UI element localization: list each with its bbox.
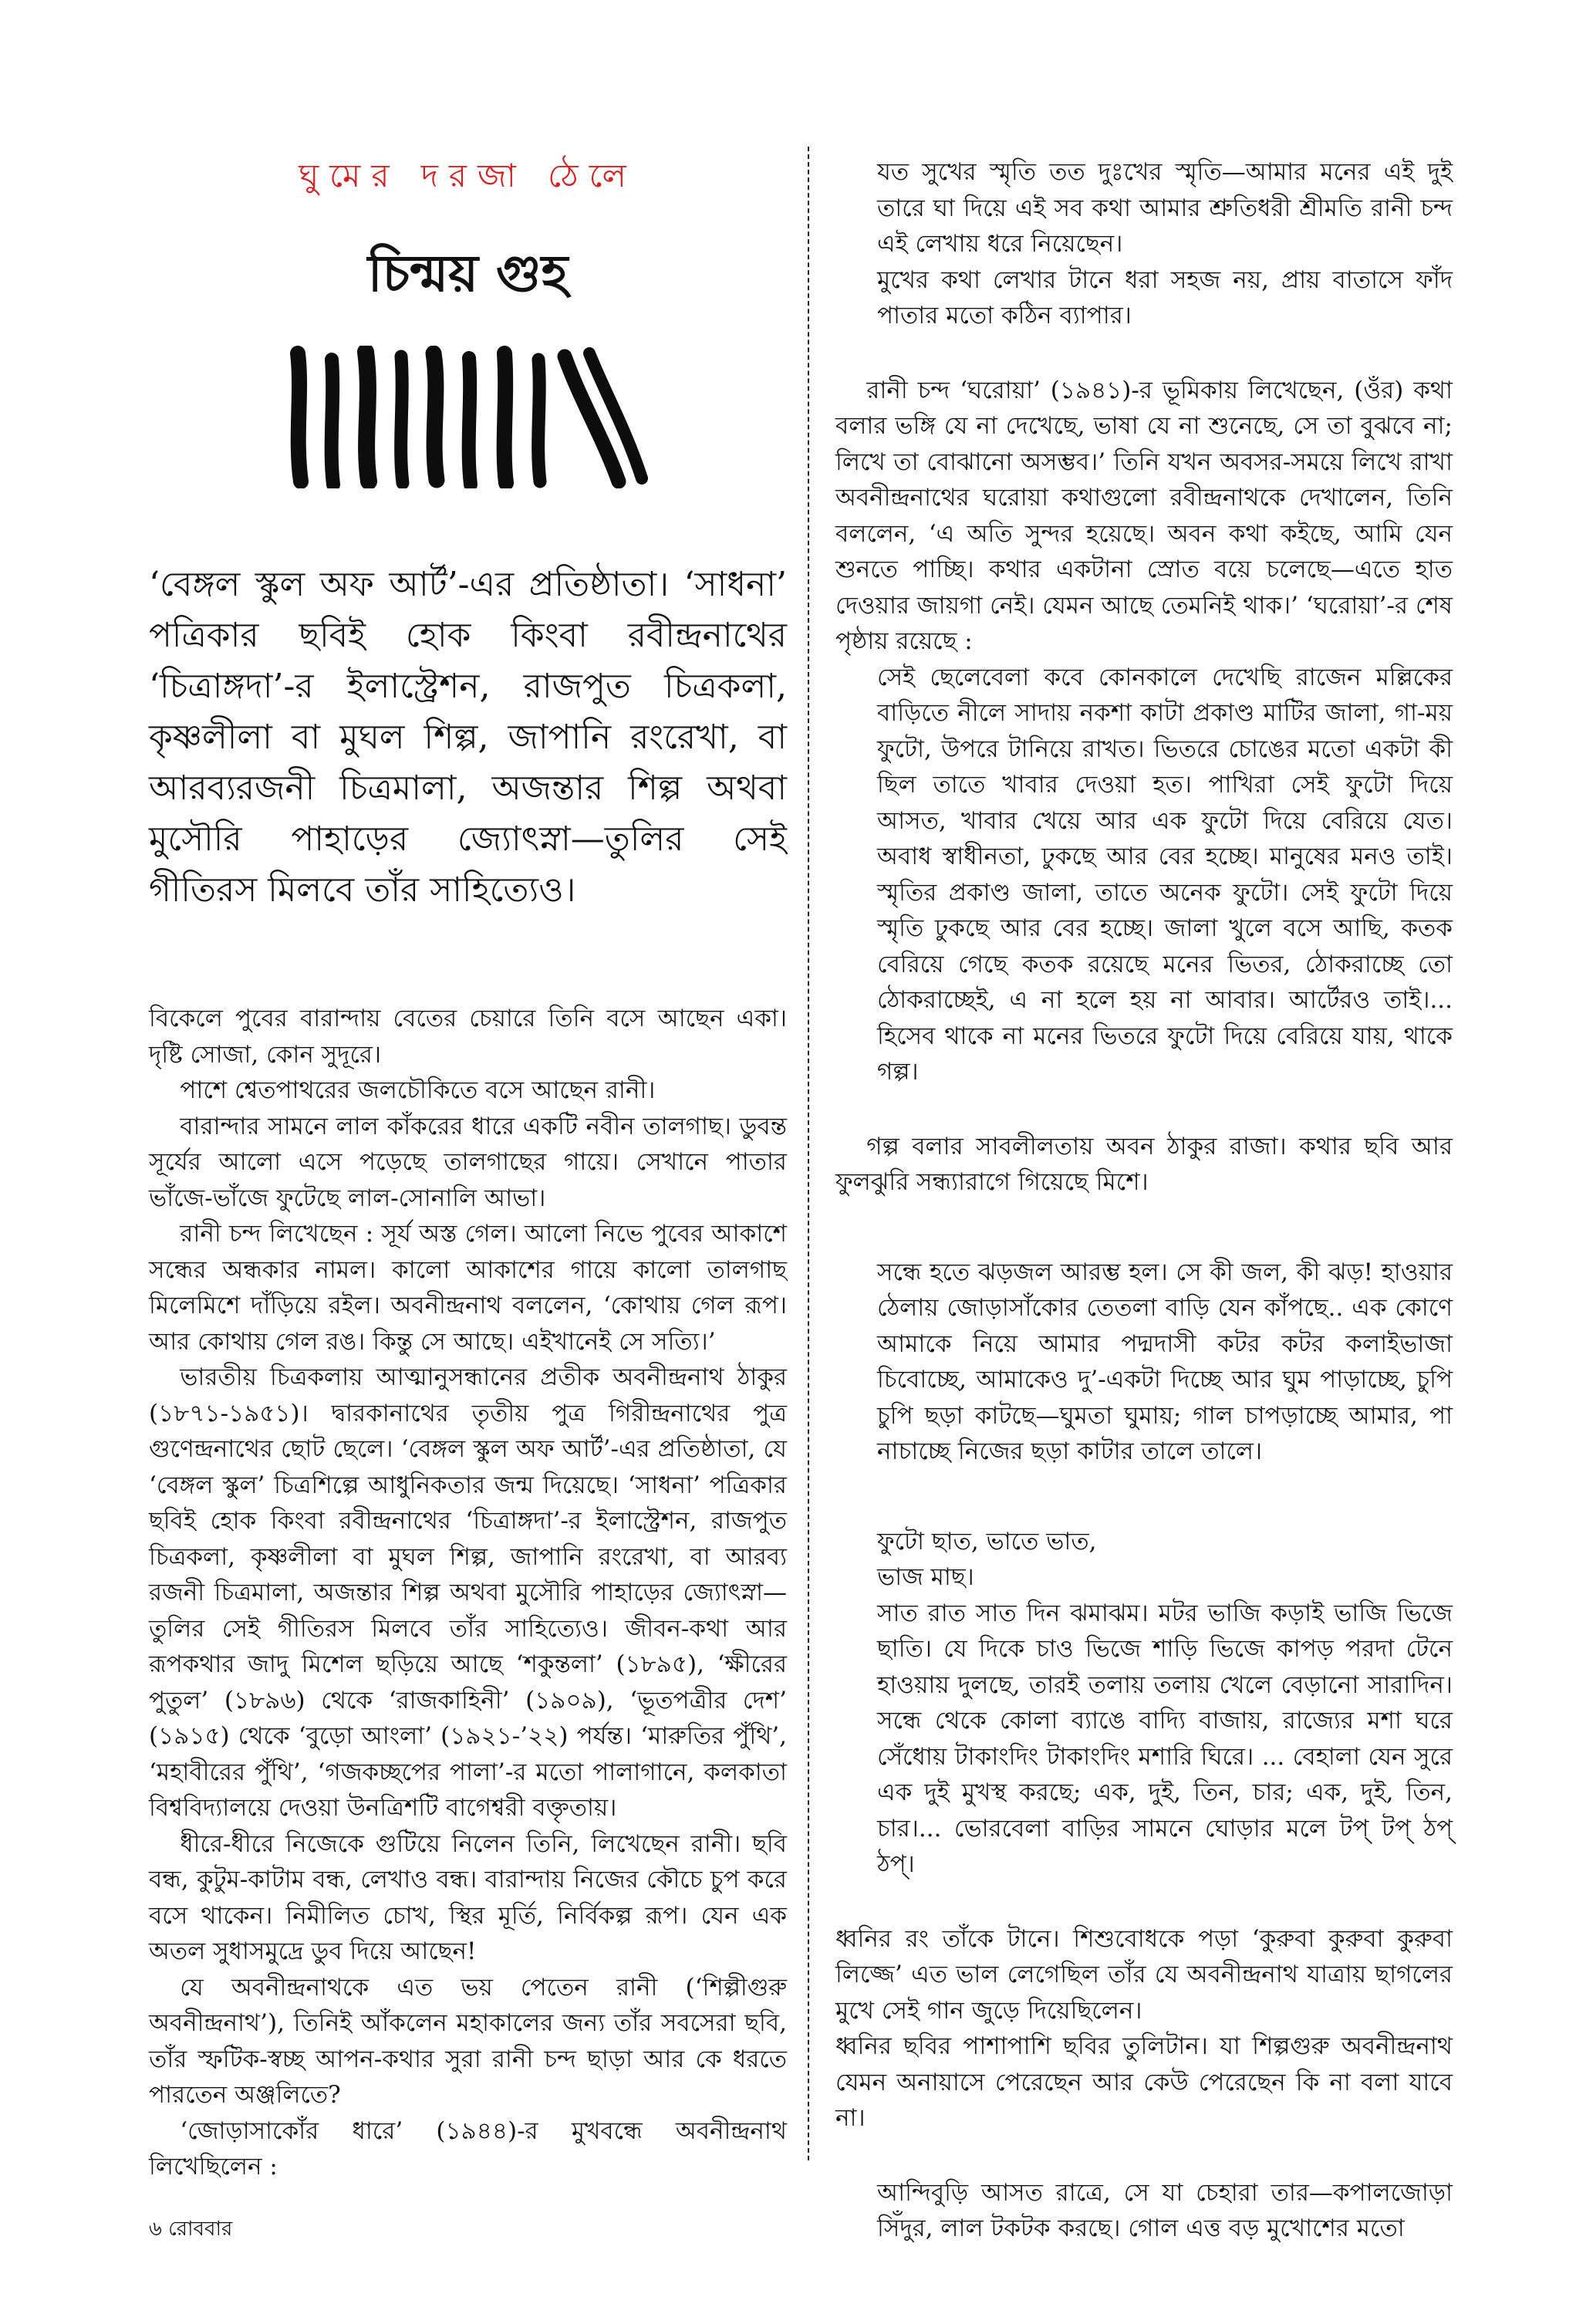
left-body-text xyxy=(149,1001,787,2185)
quote-line: মুখের কথা লেখার টানে ধরা সহজ নয়, প্রায় বাতাসে ফাঁদ পাতার মতো কঠিন ব্যাপার। xyxy=(877,265,1453,329)
quote-text: সেই ছেলেবেলা কবে কোনকালে দেখেছি রাজেন মল্লিকের বাড়িতে নীলে সাদায় নকশা কাটা প্রকাণ্ড মাটির জালা, গা-ময় ফুটো, উপরে টানিয়ে রাখত। ভিতরে চোঙের মতো একটা কী ছিল তাতে খাবার দেওয়া হত। পাখিরা সেই ফুটো দিয়ে আসত, খাবার খেয়ে আর এক ফুটো দিয়ে বেরিয়ে যেত। অবাধ স্বাধীনতা, ঢুকছে আর বের হচ্ছে। মানুষের মনও তাই। স্মৃতির প্রকাণ্ড জালা, তাতে অনেক ফুটো। সেই ফুটো দিয়ে স্মৃতি ঢুকছে আর বের হচ্ছে। জালা খুলে বসে আছি, কতক বেরিয়ে গেছে কতক রয়েছে মনের ভিতর, ঠোকরাচ্ছে তো ঠোকরাচ্ছেই, এ না হলে হয় না আবার। আর্টেরও তাই।... হিসেব থাকে না মনের ভিতরে ফুটো দিয়ে বেরিয়ে যায়, থাকে গল্প। xyxy=(877,663,1453,1086)
paragraph: বিকেলে পুবের বারান্দায় বেতের চেয়ারে তিনি বসে আছেন একা। দৃষ্টি সোজা, কোন সুদূরে। xyxy=(149,1005,787,1069)
paragraph: রানী চন্দ ‘ঘরোয়া’ (১৯৪১)-র ভূমিকায় লিখেছেন, (ওঁর) কথা বলার ভঙ্গি যে না দেখেছে, ভাষা যে না শুনেছে, সে তা বুঝবে না; লিখে তা বোঝানো অসম্ভব।’ তিনি যখন অবসর-সময়ে লিখে রাখা অবনীন্দ্রনাথের ঘরোয়া কথাগুলো রবীন্দ্রনাথকে দেখালেন, তিনি বললেন, ‘এ অতি সুন্দর হয়েছে। অবন কথা কইছে, আমি যেন শুনতে পাচ্ছি। কথার একটানা স্রোত বয়ে চলেছে—এতে হাত দেওয়ার জায়গা নেই। যেমন আছে তেমনিই থাক।’ ‘ঘরোয়া’-র শেষ পৃষ্ঠায় রয়েছে : xyxy=(835,376,1453,655)
brush-strokes-illustration xyxy=(287,346,650,488)
paragraph: রানী চন্দ লিখেছেন : সূর্য অস্ত গেল। আলো নিভে পুবের আকাশে সন্ধের অন্ধকার নামল। কালো আকাশের গায়ে কালো তালগাছ মিলেমিশে দাঁড়িয়ে রইল। অবনীন্দ্রনাথ বললেন, ‘কোথায় গেল রূপ। আর কোথায় গেল রঙ। কিন্তু সে আছে। এইখানেই সে সত্যি।’ xyxy=(149,1220,787,1356)
paragraph: ভারতীয় চিত্রকলায় আত্মানুসন্ধানের প্রতীক অবনীন্দ্রনাথ ঠাকুর (১৮৭১-১৯৫১)। দ্বারকানাথের তৃতীয় পুত্র গিরীন্দ্রনাথের পুত্র গুণেন্দ্রনাথের ছোট ছেলে। ‘বেঙ্গল স্কুল অফ আর্ট’-এর প্রতিষ্ঠাতা, যে ‘বেঙ্গল স্কুল’ চিত্রশিল্পে আধুনিকতার জন্ম দিয়েছে। ‘সাধনা’ পত্রিকার ছবিই হোক কিংবা রবীন্দ্রনাথের ‘চিত্রাঙ্গদা’-র ইলাস্ট্রেশন, রাজপুত চিত্রকলা, কৃষ্ণলীলা বা মুঘল শিল্প, জাপানি রংরেখা, বা আরব্য রজনী চিত্রমালা, অজন্তার শিল্প অথবা মুসৌরি পাহাড়ের জ্যোৎস্না—তুলির সেই গীতিরস মিলবে তাঁর সাহিত্যেও। জীবন-কথা আর রূপকথার জাদু মিশেল ছড়িয়ে আছে ‘শকুন্তলা’ (১৮৯৫), ‘ক্ষীরের পুতুল’ (১৮৯৬) থেকে ‘রাজকাহিনী’ (১৯০৯), ‘ভূতপত্রীর দেশ’ (১৯১৫) থেকে ‘বুড়ো আংলা’ (১৯২১-’২২) পর্যন্ত। ‘মারুতির পুঁথি’, ‘মহাবীরের পুঁথি’, ‘গজকচ্ছপের পালা’-র মতো পালাগানে, কলকাতা বিশ্ববিদ্যালয়ে দেওয়া উনত্রিশটি বাগেশ্বরী বক্তৃতায়। xyxy=(149,1363,787,1822)
column-divider xyxy=(808,147,809,2160)
block-quote xyxy=(877,1524,1453,1883)
left-column xyxy=(149,143,787,2185)
paragraph: ধীরে-ধীরে নিজেকে গুটিয়ে নিলেন তিনি, লিখেছেন রানী। ছবি বন্ধ, কুটুম-কাটাম বন্ধ, লেখাও বন্ধ। বারান্দায় নিজের কৌচে চুপ করে বসে থাকেন। নিমীলিত চোখ, স্থির মূর্তি, নির্বিকল্প রূপ। যেন এক অতল সুধাসমুদ্রে ডুব দিয়ে আছেন! xyxy=(149,1829,787,1965)
series-kicker: ঘুমের দরজা ঠেলে xyxy=(299,157,637,194)
quote-line: যত সুখের স্মৃতি তত দুঃখের স্মৃতি—আমার মনের এই দুই তারে ঘা দিয়ে এই সব কথা আমার শ্রুতিধরী শ্রীমতি রানী চন্দ এই লেখায় ধরে নিয়েছেন। xyxy=(877,158,1453,258)
block-quote xyxy=(877,1255,1453,1470)
quote-text: সন্ধে হতে ঝড়জল আরম্ভ হল। সে কী জল, কী ঝড়! হাওয়ার ঠেলায় জোড়াসাঁকোর তেতলা বাড়ি যেন কাঁপছে.. এক কোণে আমাকে নিয়ে আমার পদ্মদাসী কটর কটর কলাইভাজা চিবোচ্ছে, আমাকেও দু’-একটা দিচ্ছে আর ঘুম পাড়াচ্ছে, চুপি চুপি ছড়া কাটছে—ঘুমতা ঘুমায়; গাল চাপড়াচ্ছে আমার, পা নাচাচ্ছে নিজের ছড়া কাটার তালে তালে। xyxy=(877,1258,1453,1465)
quote-text: সাত রাত সাত দিন ঝমাঝম। মটর ভাজি কড়াই ভাজি ভিজে ছাতি। যে দিকে চাও ভিজে শাড়ি ভিজে কাপড় পরদা টেনে হাওয়ায় দুলছে, তারই তলায় তলায় খেলে বেড়ানো সারাদিন। সন্ধে থেকে কোলা ব্যাঙে বাদ্যি বাজায়, রাজ্যের মশা ঘরে সেঁধোয় টাকাংদিং টাকাংদিং মশারি ঘিরে। ... বেহালা যেন সুরে এক দুই মুখস্থ করছে; এক, দুই, তিন, চার; এক, দুই, তিন, চার।... ভোরবেলা বাড়ির সামনে ঘোড়ার মলে টপ্ টপ্ ঠপ্ ঠপ্। xyxy=(877,1599,1453,1878)
block-quote xyxy=(877,660,1453,1090)
paragraph: ধ্বনির রং তাঁকে টানে। শিশুবোধকে পড়া ‘কুরুবা কুরুবা কুরুবা লিজ্জে’ এত ভাল লেগেছিল তাঁর যে অবনীন্দ্রনাথ যাত্রায় ছাগলের মুখে সেই গান জুড়ে দিয়েছিলেন। xyxy=(835,1924,1453,2025)
standfirst: ‘বেঙ্গল স্কুল অফ আর্ট’-এর প্রতিষ্ঠাতা। ‘সাধনা’ পত্রিকার ছবিই হোক কিংবা রবীন্দ্রনাথের ‘চিত্রাঙ্গদা’-র ইলাস্ট্রেশন, রাজপুত চিত্রকলা, কৃষ্ণলীলা বা মুঘল শিল্প, জাপানি রংরেখা, বা আরব্যরজনী চিত্রমালা, অজন্তার শিল্প অথবা মুসৌরি পাহাড়ের জ্যোৎস্না—তুলির সেই গীতিরস মিলবে তাঁর সাহিত্যেও। xyxy=(149,565,787,910)
right-column xyxy=(835,154,1453,2247)
paragraph: ধ্বনির ছবির পাশাপাশি ছবির তুলিটান। যা শিল্পগুরু অবনীন্দ্রনাথ যেমন অনায়াসে পেরেছেন আর কেউ পেরেছেন কি না বলা যাবে না। xyxy=(835,2032,1453,2132)
paragraph: যে অবনীন্দ্রনাথকে এত ভয় পেতেন রানী (‘শিল্পীগুরু অবনীন্দ্রনাথ’), তিনিই আঁকলেন মহাকালের জন্য তাঁর সবসেরা ছবি, তাঁর স্ফটিক-স্বচ্ছ আপন-কথার সুরা রানী চন্দ ছাড়া আর কে ধরতে পারতেন অঞ্জলিতে? xyxy=(149,1973,787,2109)
verse-line: ভাজ মাছ। xyxy=(877,1563,974,1591)
paragraph: পাশে শ্বেতপাথরের জলচৌকিতে বসে আছেন রানী। xyxy=(180,1076,656,1104)
block-quote xyxy=(877,154,1453,334)
block-quote xyxy=(877,2175,1453,2247)
paragraph: ‘জোড়াসাকোঁর ধারে’ (১৯৪৪)-র মুখবন্ধে অবনীন্দ্রনাথ লিখেছিলেন : xyxy=(149,2116,787,2180)
paragraph: গল্প বলার সাবলীলতায় অবন ঠাকুর রাজা। কথার ছবি আর ফুলঝুরি সন্ধ্যারাগে গিয়েছে মিশে। xyxy=(835,1132,1453,1196)
quote-text: আন্দিবুড়ি আসত রাত্রে, সে যা চেহারা তার—কপালজোড়া সিঁদুর, লাল টকটক করছে। গোল এত্ত বড় মুখোশের মতো xyxy=(877,2178,1453,2242)
paragraph: বারান্দার সামনে লাল কাঁকরের ধারে একটি নবীন তালগাছ। ডুবন্ত সূর্যের আলো এসে পড়েছে তালগাছের গায়ে। সেখানে পাতার ভাঁজে-ভাঁজে ফুটেছে লাল-সোনালি আভা। xyxy=(149,1112,787,1212)
author-name: চিন্ময় গুহ xyxy=(367,243,569,303)
page-folio: ৬ রোববার xyxy=(149,2218,233,2241)
verse-line: ফুটো ছাত, ভাতে ভাত, xyxy=(877,1527,1097,1556)
